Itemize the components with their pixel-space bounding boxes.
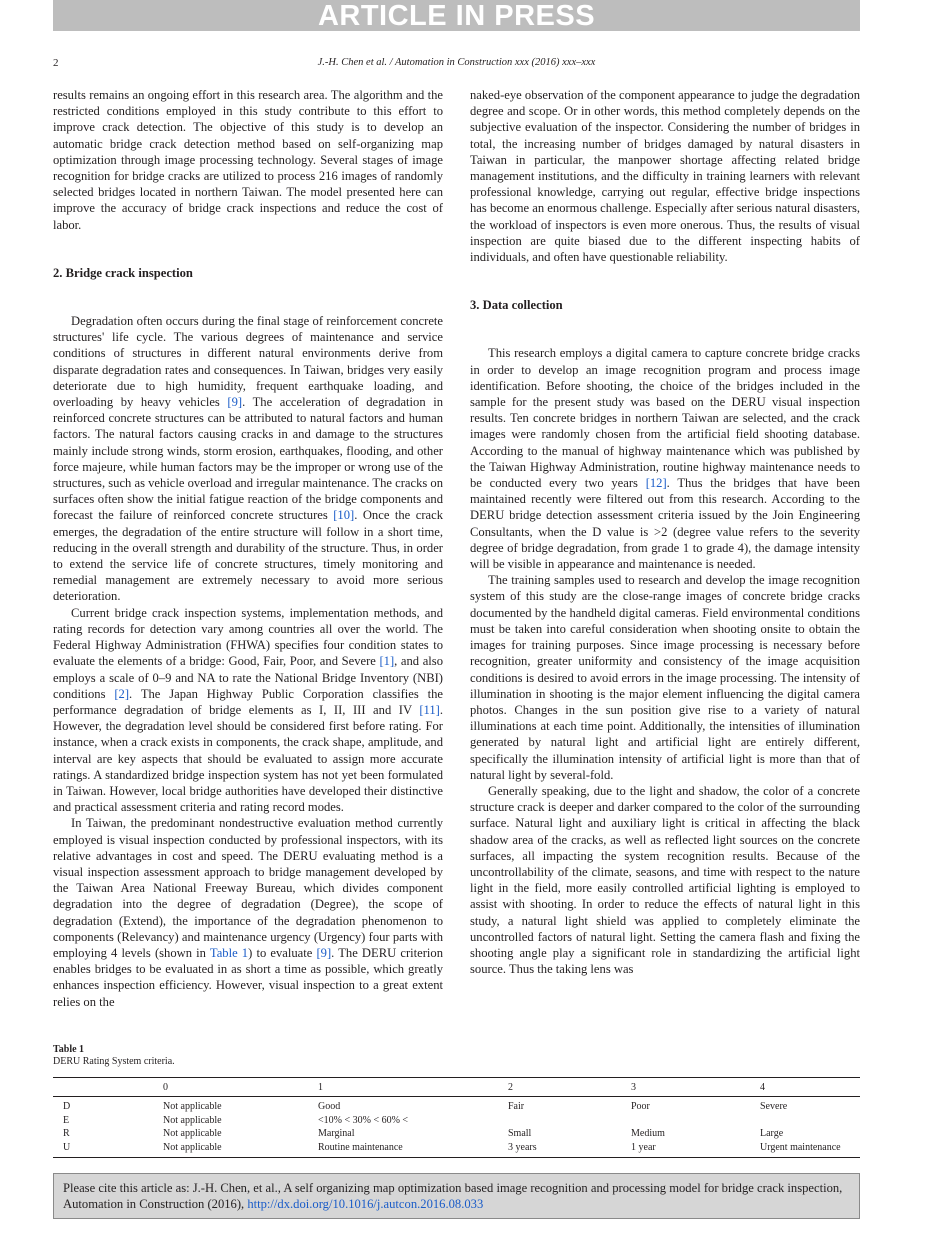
citation-link[interactable]: [9] [227, 395, 243, 410]
left-column [53, 87, 443, 1010]
deru-rating-table [53, 1077, 860, 1158]
running-head: J.-H. Chen et al. / Automation in Construction xxx (2016) xxx–xxx [317, 57, 596, 68]
table-header-cell [53, 1078, 163, 1097]
citation-link[interactable]: [10] [333, 508, 355, 523]
citation-box [53, 1173, 860, 1219]
table-cell: Large [760, 1128, 784, 1139]
article-in-press-banner: ARTICLE IN PRESS [53, 0, 860, 31]
citation-link[interactable]: [9] [316, 945, 332, 960]
table-cell: Marginal [318, 1128, 355, 1139]
table-cell: Medium [631, 1128, 665, 1139]
paragraph-intro-end: results remains an ongoing effort in this research area. The algorithm and the restricted conditions employed in this study contribute to this effort to improve crack detection. The objective of this study is to develop an automatic bridge crack detection method based on self-organizing map optimization through image processing technology. Several stages of image recognition for bridge cracks are utilized to process 216 images of randomly selected bridges located in northern Taiwan. The model presented here can improve the accuracy of bridge crack inspections and reduce the cost of labor. [53, 88, 443, 232]
table-link[interactable]: Table 1 [209, 945, 249, 960]
page-number: 2 [53, 57, 59, 69]
table-cell: Routine maintenance [318, 1141, 403, 1153]
table-row [53, 1097, 860, 1114]
paragraph-data-collection: This research employs a digital camera to capture concrete bridge cracks in order to develop an image recognition program and process image identification. Before shooting, the choice of the bridges included in the sample for the present study was based on the DERU visual inspection results. Ten concrete bridges in northern Taiwan are selected, and the crack images were randomly chosen from the artificial field shooting database. According to the manual of highway maintenance which was published by the Taiwan Highway Administration, routine highway maintenance needs to be conducted every two years [12]. Thus the bridges that have been maintained recently were filtered out from this research. According to the DERU bridge detection assessment criteria issued by the Join Engineering Consultants, when the D value is >2 (degree value refers to the severity degree of bridge degradation, from grade 1 to grade 4), the damage intensity will be visible in appearance and maintenance is needed. [470, 346, 861, 572]
table-1 [53, 1044, 860, 1158]
table-cell [631, 1114, 760, 1128]
table-cell: Not applicable [163, 1101, 222, 1112]
table-cell: Poor [631, 1101, 650, 1112]
section-heading-2: 2. Bridge crack inspection [53, 265, 193, 280]
citation-link[interactable]: [1] [379, 654, 395, 669]
table-cell: 1 year [631, 1141, 656, 1153]
table-cell [760, 1114, 860, 1128]
paragraph-training-samples: The training samples used to research and develop the image recognition system of this study are the close-range images of concrete bridge cracks documented by the handheld digital cameras. Field environmental conditions must be taken into careful consideration when shooting onsite to obtain the images for training purposes. Since image processing is necessary before recognition, greater uniformity and consistency of the image acquisition conditions is desired to avoid errors in the image processing. The intensity of illumination in shooting is the major element influencing the digital camera photos. Changes in the sun position give rise to a variety of natural illuminations at each time point. Additionally, the intensities of illumination generated by natural light and artificial light are entirely different, specifically the illumination intensity of artificial light is more than that of natural light by several-fold. [470, 573, 860, 782]
table-cell: Not applicable [163, 1141, 222, 1153]
table-cell: E [63, 1114, 70, 1126]
paragraph-inspection-systems: Current bridge crack inspection systems, implementation methods, and rating records for detection vary among countries all over the world. The Federal Highway Administration (FHWA) specifies four condition states to evaluate the elements of a bridge: Good, Fair, Poor, and Severe [1], and also employs a scale of 0–9 and NA to rate the National Bridge Inventory (NBI) conditions [2]. The Japan Highway Public Corporation classifies the performance degradation of bridge elements as I, II, III and IV [11]. However, the degradation level should be considered first before rating. For instance, when a crack exists in components, the crack shape, amplitude, and interval are key aspects that should be evaluated to assign more accurate ratings. A standardized bridge inspection system has not yet been formulated in Taiwan. However, local bridge authorities have developed their distinctive and practical assessment criteria and rating record modes. [53, 605, 443, 815]
table-cell: Urgent maintenance [760, 1141, 841, 1153]
doi-link[interactable]: http://dx.doi.org/10.1016/j.autcon.2016.08.033 [247, 1197, 484, 1211]
table-header-cell: 0 [163, 1082, 168, 1093]
citation-link[interactable]: [12] [645, 476, 667, 491]
paragraph-deru-method: In Taiwan, the predominant nondestructive evaluation method currently employed is visual inspection conducted by professional inspectors, with its relative advantages in cost and speed. The DERU evaluating method is a visual inspection assessment approach to bridge management developed by the Taiwan Area National Freeway Bureau, which divides component degradation into the degree of degradation (Degree), the scope of degradation (Extend), the importance of the degradation phenomenon to components (Relevancy) and maintenance urgency (Urgency) four parts with employing 4 levels (shown in Table 1) to evaluate [9]. The DERU criterion enables bridges to be evaluated in as short a time as possible, which greatly enhances inspection efficiency. However, visual inspection to a great extent relies on the [53, 816, 444, 1009]
paragraph-visual-inspection: naked-eye observation of the component appearance to judge the degradation degree and scope. Or in other words, this method completely depends on the subjective evaluation of the inspector. Considering the number of bridges in total, the increasing number of bridges damaged by natural disasters in Taiwan in particular, the manpower shortage affecting related bridge management institutions, and the difficulty in training learners with relevant professional knowledge, carrying out regular, effective bridge inspections has become an enormous challenge. Especially after serious natural disasters, the workload of inspectors is even more onerous. Thus, the results of visual inspection are quite biased due to the different inspecting habits of individuals, and often have questionable reliability. [470, 88, 860, 265]
table-cell: U [63, 1141, 71, 1153]
citation-text: Please cite this article as: J.-H. Chen, et al., A self organizing map optimization based image recognition and processing model for bridge crack inspection, Automation in Construction (2016), [63, 1181, 843, 1211]
table-cell: D [63, 1101, 71, 1112]
table-header-cell: 3 [631, 1082, 636, 1093]
citation-link[interactable]: [2] [114, 686, 130, 701]
citation-link[interactable]: [11] [419, 702, 440, 717]
table-cell: Fair [508, 1101, 525, 1112]
table-cell: 3 years [508, 1141, 537, 1153]
table-header-cell: 1 [318, 1082, 323, 1093]
table-cell: R [63, 1128, 70, 1139]
table-row [53, 1141, 860, 1158]
table-caption: DERU Rating System criteria. [53, 1056, 175, 1067]
table-cell: Good [318, 1101, 341, 1112]
table-row [53, 1127, 860, 1141]
section-heading-3: 3. Data collection [470, 298, 563, 313]
table-row [53, 1114, 860, 1128]
table-cell: Not applicable [163, 1128, 222, 1139]
table-cell [508, 1114, 631, 1128]
paragraph-lighting: Generally speaking, due to the light and shadow, the color of a concrete structure crack is deeper and darker compared to the color of the surrounding surface. Natural light and auxiliary light is critical in affecting the black shadow area of the cracks, as well as reflected light sources on the concrete surfaces, all impacting the system recognition results. Because of the uncontrollability of the climate, seasons, and time with respect to the nature light in the field, more easily controlled artificial lighting is employed to assist with shooting. In order to reduce the effects of natural light in this study, a natural light shield was applied to completely eliminate the uncontrolled factors of natural light. Setting the camera flash and fixing the shooting angle play a significant role in standardizing the artificial light source. Thus the taking lens was [470, 783, 860, 977]
table-header-cell: 2 [508, 1082, 513, 1093]
paragraph-degradation: Degradation often occurs during the final stage of reinforcement concrete structures' life cycle. The various degrees of maintenance and service conditions of structures in different natural environments derive from disparate degradation rates and consequences. In Taiwan, bridges very easily deteriorate due to high humidity, frequent earthquake loading, and overloading by heavy vehicles [9]. The acceleration of degradation in reinforced concrete structures can be attributed to natural factors and human factors. The natural factors causing cracks in and damage to the structures mainly include strong winds, storm erosion, earthquakes, flooding, and other force majeure, while human factors may be the improper or wrong use of the structures, such as vehicle overload and irregular maintenance. The cracks on surfaces often show the initial fatigue reaction of the bridge components and forecast the failure of reinforced concrete structures [10]. Once the crack emerges, the degradation of the entire structure will follow in a short time, reducing in the overall strength and durability of the structure. Thus, in order to extend the service life of concrete structures, timely monitoring and remedial management are extremely necessary to avoid more serious deterioration. [53, 314, 444, 604]
table-header-cell: 4 [760, 1082, 765, 1093]
table-header-row [53, 1078, 860, 1097]
right-column [470, 87, 860, 977]
table-cell: Severe [760, 1101, 788, 1112]
table-label: Table 1 [53, 1044, 85, 1055]
table-cell: Small [508, 1128, 532, 1139]
table-cell: <10% < 30% < 60% < [318, 1114, 409, 1126]
table-cell: Not applicable [163, 1114, 222, 1126]
